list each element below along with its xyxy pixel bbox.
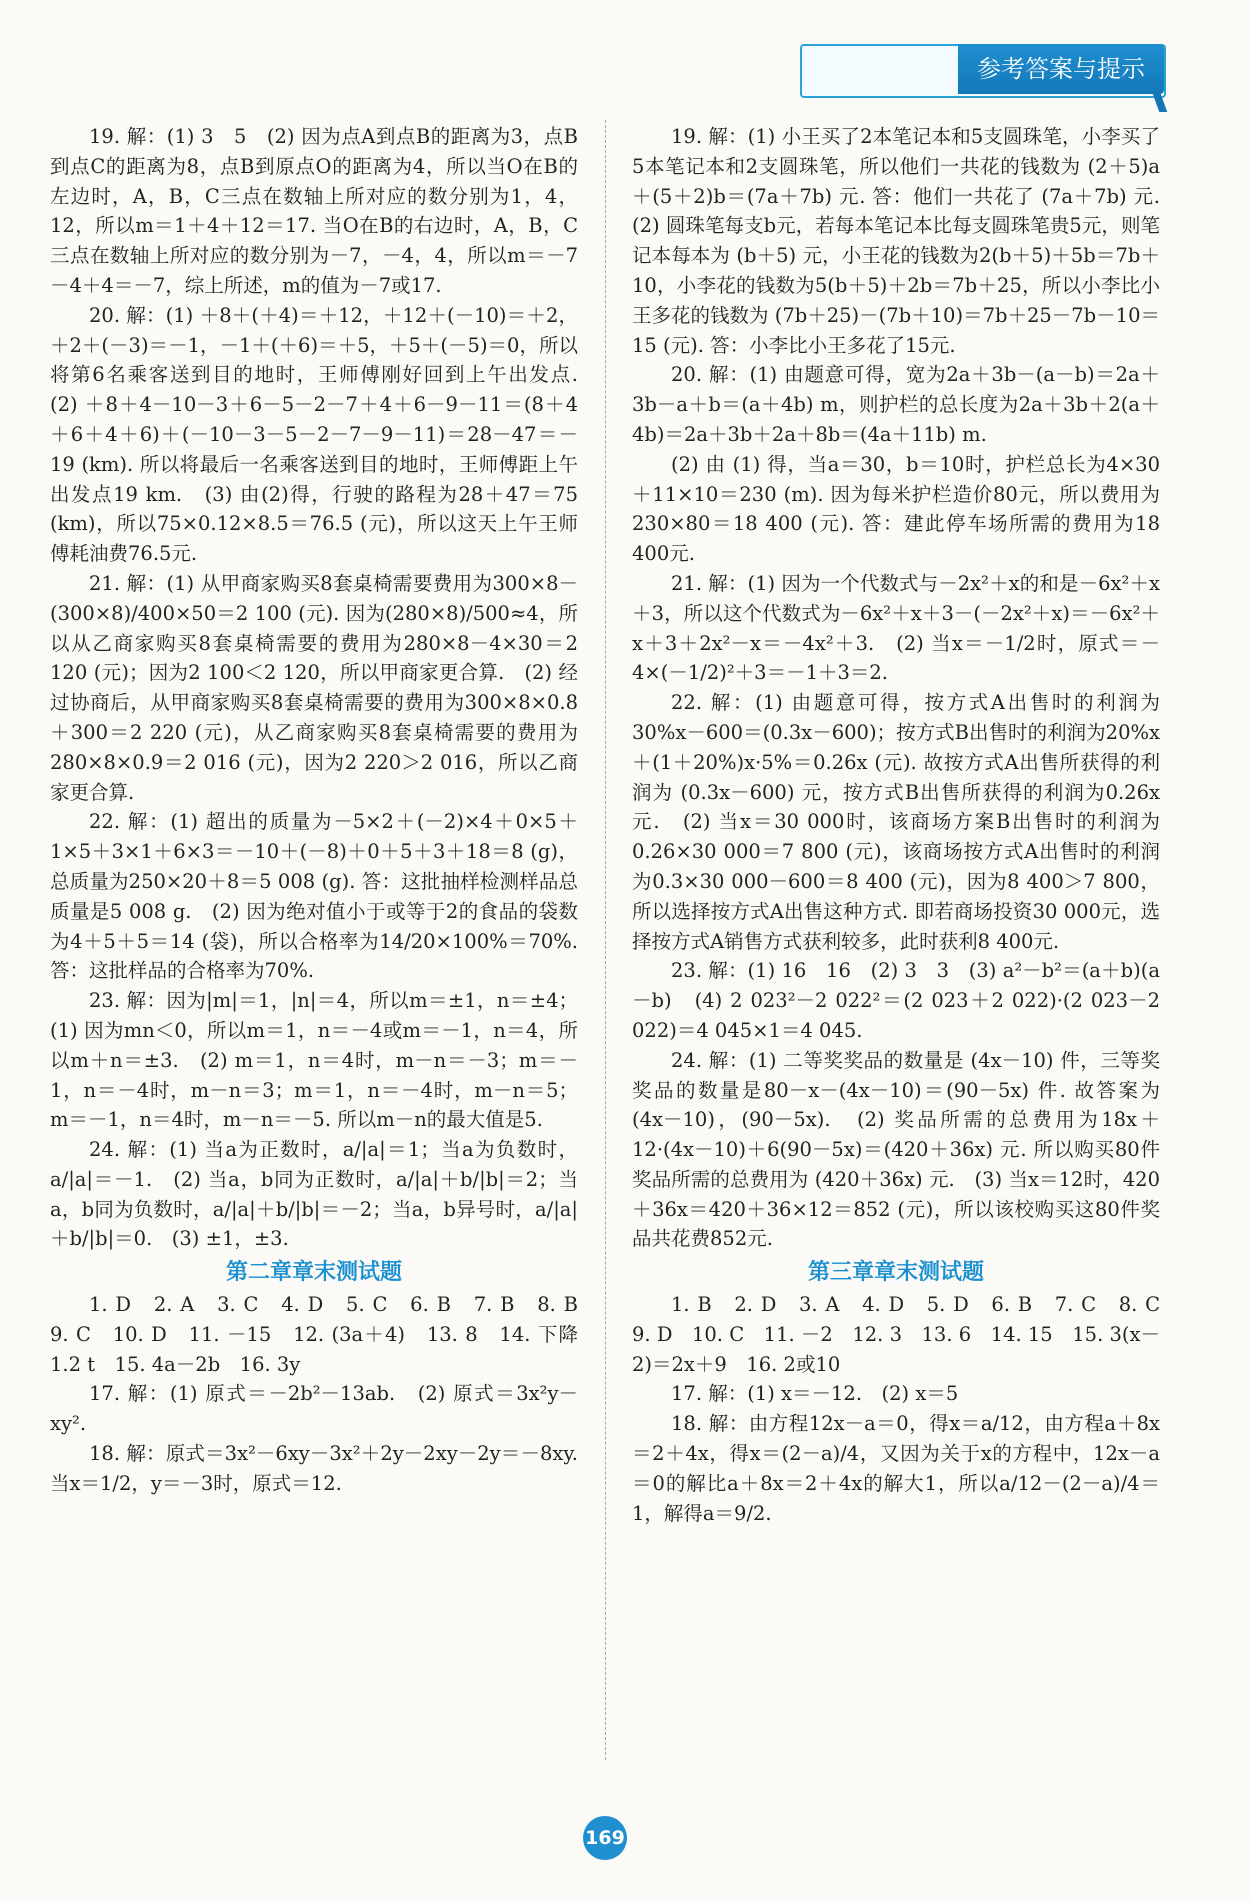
chapter-3-answer-18: 18. 解：由方程12x－a＝0，得x＝a/12，由方程a＋8x＝2＋4x，得x＝(2－a)/4，又因为关于x的方程中，12x－a＝0的解比a＋8x＝2＋4x的解大1，所以a/12－(2－a)/4＝1，解得a＝9/2. bbox=[632, 1412, 1160, 1525]
answer-23-left: 23. 解：因为|m|＝1，|n|＝4，所以m＝±1，n＝±4；(1) 因为mn＜0，所以m＝1，n＝－4或m＝－1，n＝4，所以m＋n＝±3. (2) m＝1，n＝4时，m－n＝－3；m＝－1，n＝－4时，m－n＝3；m＝1，n＝－4时，m－n＝5；m＝－1，n＝4时，m－n＝－5. 所以m－n的最大值是5. bbox=[50, 989, 578, 1132]
column-divider bbox=[605, 120, 606, 1760]
answer-20-left: 20. 解：(1) ＋8＋(＋4)＝＋12，＋12＋(－10)＝＋2，＋2＋(－3)＝－1，－1＋(＋6)＝＋5，＋5＋(－5)＝0，所以将第6名乘客送到目的地时，王师傅刚好回到上午出发点. (2) ＋8＋4－10－3＋6－5－2－7＋4＋6－9－11＝(8＋4＋6＋4＋6)＋(－10－3－5－2－7－9－11)＝28－47＝－19 (km). 所以将最后一名乘客送到目的地时，王师傅距上午出发点19 km. (3) 由(2)得，行驶的路程为28＋47＝75 (km)，所以75×0.12×8.5＝76.5 (元)，所以这天上午王师傅耗油费76.5元. bbox=[50, 303, 598, 566]
answer-22-left: 22. 解：(1) 超出的质量为－5×2＋(－2)×4＋0×5＋1×5＋3×1＋6×3＝－10＋(－8)＋0＋5＋3＋18＝8 (g)，总质量为250×20＋8＝5 008 (g). 答：这批抽样检测样品总质量是5 008 g. (2) 因为绝对值小于或等于2的食品的袋数为4＋5＋5＝14 (袋)，所以合格率为14/20×100%＝70%. 答：这批样品的合格率为70%. bbox=[50, 810, 578, 983]
page-number: 169 bbox=[583, 1816, 627, 1860]
answer-24-right: 24. 解：(1) 二等奖奖品的数量是 (4x－10) 件，三等奖奖品的数量是80－x－(4x－10)＝(90－5x) 件. 故答案为 (4x－10)，(90－5x). (2) 奖品所需的总费用为18x＋12·(4x－10)＋6(90－5x)＝(420＋36x) 元. 所以购买80件奖品所需的总费用为 (420＋36x) 元. (3) 当x＝12时，420＋36x＝420＋36×12＝852 (元)，所以该校购买这80件奖品共花费852元. bbox=[632, 1048, 1160, 1251]
chapter-2-title: 第二章章末测试题 bbox=[225, 1260, 402, 1286]
answer-19-right: 19. 解：(1) 小王买了2本笔记本和5支圆珠笔，小李买了5本笔记本和2支圆珠笔，所以他们一共花的钱数为 (2＋5)a＋(5＋2)b＝(7a＋7b) 元. 答：他们一共花了 (7a＋7b) 元. (2) 圆珠笔每支b元，若每本笔记本比每支圆珠笔贵5元，则笔记本每本为 (b＋5) 元，小王花的钱数为2(b＋5)＋5b＝7b＋10，小李花的钱数为5(b＋5)＋2b＝7b＋25，所以小李比小王多花的钱数为 (7b＋25)－(7b＋10)＝7b＋25－7b－10＝15 (元). 答：小李比小王多花了15元. bbox=[632, 125, 1180, 357]
answer-22-right: 22. 解：(1) 由题意可得，按方式A出售时的利润为30%x－600＝(0.3x－600)；按方式B出售时的利润为20%x＋(1＋20%)x·5%＝0.26x (元). 故按方式A出售所获得的利润为 (0.3x－600) 元，按方式B出售所获得的利润为0.26x元. (2) 当x＝30 000时，该商场方案B出售时的利润为0.26×30 000＝7 800 (元)，该商场按方式A出售时的利润为0.3×30 000－600＝8 400 (元)，因为8 400＞7 800，所以选择按方式A出售这种方式. 即若商场投资30 000元，选择按方式A销售方式获利较多，此时获利8 400元. bbox=[632, 691, 1160, 953]
right-column bbox=[632, 122, 1180, 1528]
chapter-2-answer-18: 18. 解：原式＝3x²－6xy－3x²＋2y－2xy－2y＝－8xy. 当x＝1/2，y＝－3时，原式＝12. bbox=[50, 1442, 578, 1495]
left-column bbox=[50, 122, 598, 1499]
answer-19-left: 19. 解：(1) 3 5 (2) 因为点A到点B的距离为3，点B到点C的距离为8，点B到原点O的距离为4，所以当O在B的左边时，A，B，C三点在数轴上所对应的数分别为1，4，12，所以m＝1＋4＋12＝17. 当O在B的右边时，A，B，C三点在数轴上所对应的数分别为－7，－4，4，所以m＝－7－4＋4＝－7，综上所述，m的值为－7或17. bbox=[50, 125, 578, 297]
answer-20-right-part1: 20. 解：(1) 由题意可得，宽为2a＋3b－(a－b)＝2a＋3b－a＋b＝(a＋4b) m，则护栏的总长度为2a＋3b＋2(a＋4b)＝2a＋3b＋2a＋8b＝(4a＋11b) m. bbox=[632, 363, 1160, 446]
header-title: 参考答案与提示 bbox=[958, 44, 1164, 94]
chapter-3-choices: 1. B 2. D 3. A 4. D 5. D 6. B 7. C 8. C 9. D 10. C 11. －2 12. 3 13. 6 14. 15 15. 3(x－2)＝2x＋9 16. 2或10 bbox=[632, 1293, 1180, 1376]
header-tab-edge bbox=[1153, 94, 1168, 112]
answer-21-right: 21. 解：(1) 因为一个代数式与－2x²＋x的和是－6x²＋x＋3，所以这个代数式为－6x²＋x＋3－(－2x²＋x)＝－6x²＋x＋3＋2x²－x＝－4x²＋3. (2) 当x＝－1/2时，原式＝－4×(－1/2)²＋3＝－1＋3＝2. bbox=[632, 571, 1160, 685]
answer-24-left: 24. 解：(1) 当a为正数时，a/|a|＝1；当a为负数时，a/|a|＝－1. (2) 当a，b同为正数时，a/|a|＋b/|b|＝2；当a，b同为负数时，a/|a|＋b/|b|＝－2；当a，b异号时，a/|a|＋b/|b|＝0. (3) ±1，±3. bbox=[50, 1138, 578, 1251]
chapter-2-choices: 1. D 2. A 3. C 4. D 5. C 6. B 7. B 8. B 9. C 10. D 11. －15 12. (3a＋4) 13. 8 14. 下降1.2 t 15. 4a－2b 16. 3y bbox=[50, 1293, 598, 1376]
chapter-3-answer-17: 17. 解：(1) x＝－12. (2) x＝5 bbox=[671, 1382, 959, 1406]
answer-20-right-part2: (2) 由 (1) 得，当a＝30，b＝10时，护栏总长为4×30＋11×10＝230 (m). 因为每米护栏造价80元，所以费用为230×80＝18 400 (元). 答：建此停车场所需的费用为18 400元. bbox=[632, 452, 1160, 566]
chapter-3-title: 第三章章末测试题 bbox=[807, 1260, 984, 1286]
answer-23-right: 23. 解：(1) 16 16 (2) 3 3 (3) a²－b²＝(a＋b)(a－b) (4) 2 023²－2 022²＝(2 023＋2 022)·(2 023－2 022)＝4 045×1＝4 045. bbox=[632, 959, 1160, 1042]
answer-21-left: 21. 解：(1) 从甲商家购买8套桌椅需要费用为300×8－(300×8)/400×50＝2 100 (元). 因为(280×8)/500≈4，所以从乙商家购买8套桌椅需要的费用为280×8－4×30＝2 120 (元)；因为2 100＜2 120，所以甲商家更合算. (2) 经过协商后，从甲商家购买8套桌椅需要的费用为300×8×0.8＋300＝2 220 (元)，从乙商家购买8套桌椅需要的费用为280×8×0.9＝2 016 (元)，因为2 220＞2 016，所以乙商家更合算. bbox=[50, 571, 578, 804]
chapter-2-answer-17: 17. 解：(1) 原式＝－2b²－13ab. (2) 原式＝3x²y－xy². bbox=[50, 1382, 578, 1436]
